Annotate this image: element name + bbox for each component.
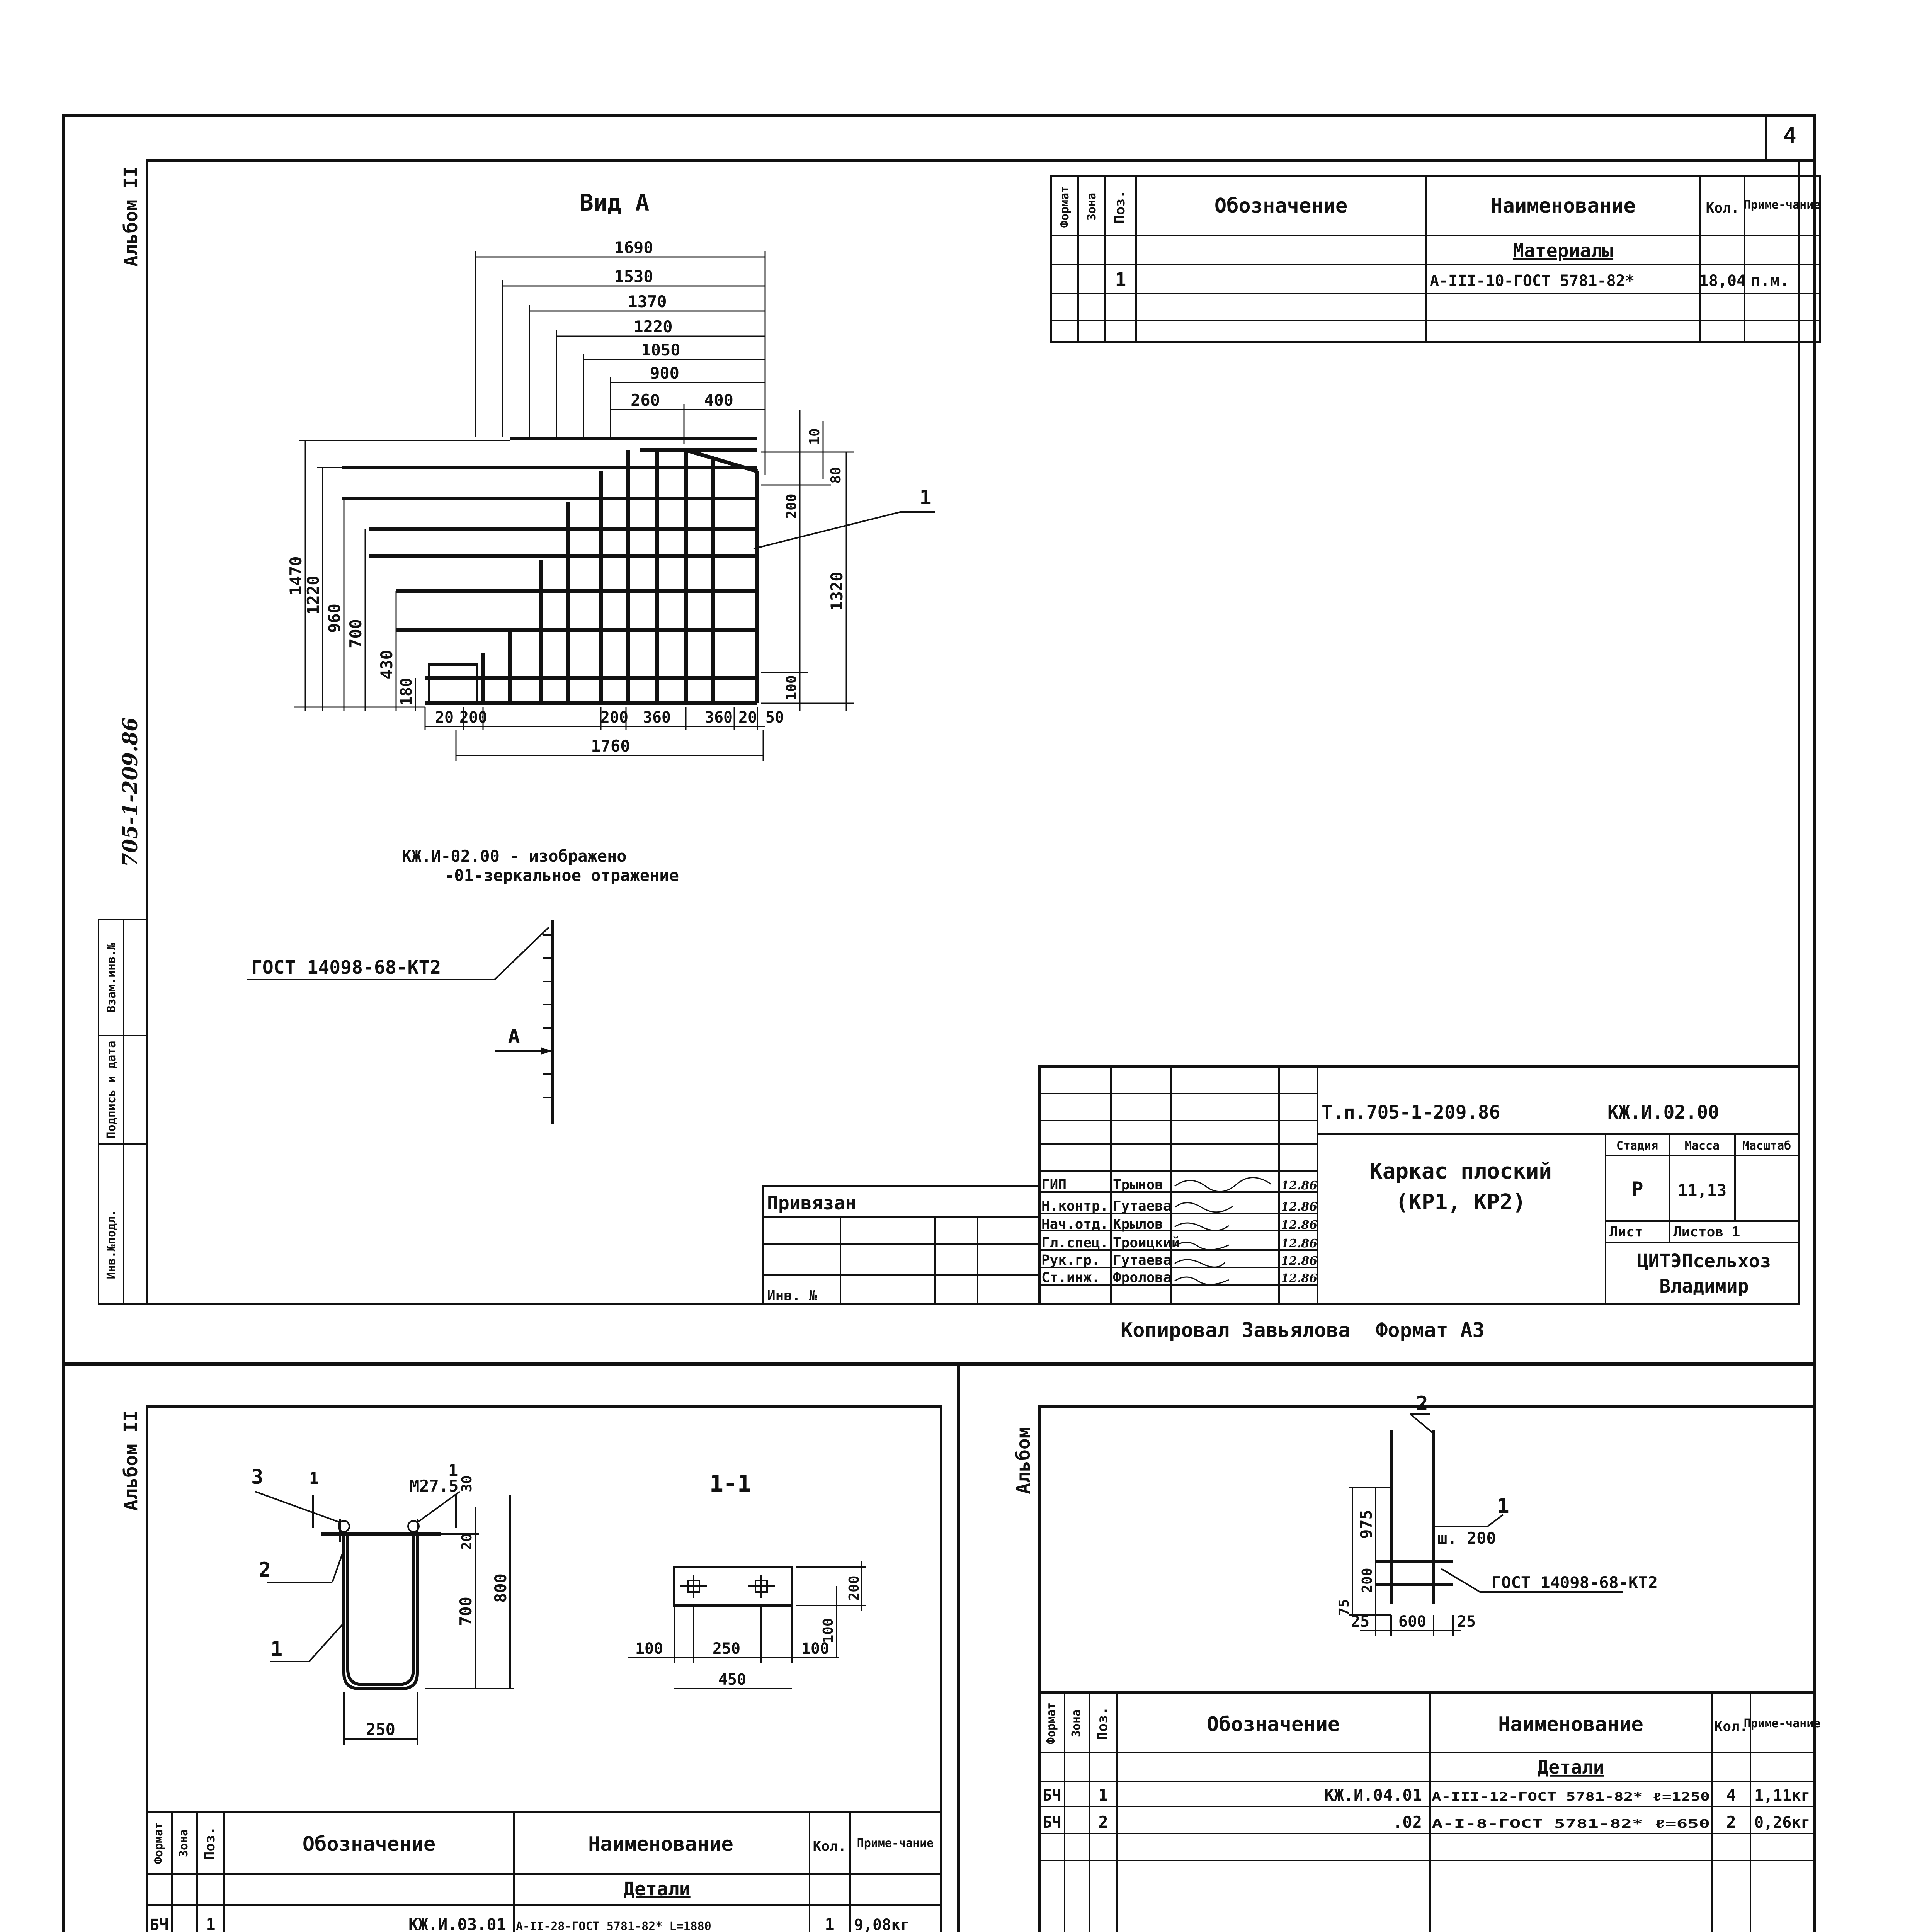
dim-b-360: 360	[643, 709, 671, 726]
footer-format-top: Формат А3	[1376, 1319, 1485, 1342]
br-spec-r2-fmt: БЧ	[1042, 1814, 1061, 1832]
bl-dim-100-vert: 100	[820, 1618, 836, 1643]
dim-1470: 1470	[286, 556, 305, 595]
bl-dim-450: 450	[718, 1671, 747, 1689]
stamp-vzam-inv: Взам.инв.№	[105, 942, 118, 1013]
dim-1530: 1530	[614, 267, 653, 286]
br-spec-section: Детали	[1537, 1757, 1604, 1778]
callout-1: 1	[919, 486, 932, 509]
spec-h-designation: Обозначение	[1214, 194, 1348, 218]
bl-dim-700: 700	[456, 1597, 475, 1626]
signature-2	[1175, 1203, 1233, 1212]
tb-top-date-6: 12.86	[1281, 1272, 1317, 1285]
br-dim-75: 75	[1336, 1599, 1352, 1616]
dim-1220: 1220	[633, 317, 673, 336]
bl-callout-3: 3	[251, 1466, 264, 1489]
stamp-inv-podl: Инв.№подл.	[105, 1209, 118, 1279]
bl-spec-r1-note: 9,08кг	[854, 1916, 910, 1932]
bl-spec-h-format: Формат	[152, 1822, 165, 1864]
bl-spec-r1-desig: КЖ.И.03.01	[408, 1915, 506, 1932]
dim-b-360b: 360	[704, 709, 733, 726]
bl-spec-h-zone: Зона	[177, 1829, 191, 1857]
br-spec-r2-name: А-I-8-ГОСТ 5781-82* ℓ=650	[1432, 1817, 1710, 1831]
dim-400: 400	[704, 391, 733, 410]
signature-4	[1175, 1242, 1229, 1250]
br-callout-1: 1	[1497, 1495, 1509, 1518]
tb-top-date-2: 12.86	[1281, 1200, 1317, 1214]
tb-top-name-3: Крылов	[1113, 1216, 1163, 1232]
tb-top-mass-label: Масса	[1684, 1139, 1720, 1153]
br-spec-r2-qty: 2	[1726, 1813, 1736, 1832]
tb-top-code: КЖ.И.02.00	[1607, 1102, 1719, 1123]
tb-top-title-1: Каркас плоский	[1369, 1159, 1552, 1184]
spec-table-bl	[147, 1812, 941, 1932]
spec-h-pos: Поз.	[1112, 190, 1128, 224]
br-spec-r2-note: 0,26кг	[1754, 1814, 1810, 1832]
bl-callout-2: 2	[259, 1558, 271, 1582]
gost-label-top: ГОСТ 14098-68-КТ2	[251, 957, 441, 978]
top-dimension-lines	[294, 251, 854, 761]
bl-nut-label: М27.5	[410, 1476, 459, 1495]
tb-top-name-1: Трынов	[1113, 1177, 1163, 1193]
br-spec-h-designation: Обозначение	[1206, 1713, 1340, 1736]
br-spec-h-name: Наименование	[1498, 1713, 1643, 1736]
embedded-part-drawing	[251, 1461, 866, 1745]
dim-1370: 1370	[628, 292, 667, 311]
stamp-podpis-data: Подпись и дата	[105, 1041, 118, 1139]
spec-row-1-note: п.м.	[1750, 271, 1790, 290]
bl-callout-1: 1	[270, 1638, 283, 1661]
title-block-top	[763, 1066, 1799, 1342]
tb-top-name-2: Гутаева	[1113, 1198, 1172, 1214]
dim-1050: 1050	[641, 340, 680, 359]
bl-spec-h-designation: Обозначение	[302, 1833, 436, 1856]
sheet-number: 4	[1783, 123, 1796, 148]
cage-bars	[342, 439, 757, 703]
bl-dim-20: 20	[459, 1533, 475, 1550]
dim-b-20: 20	[435, 709, 454, 726]
bl-dim-800: 800	[491, 1573, 510, 1603]
tb-top-date-1: 12.86	[1281, 1179, 1317, 1192]
bl-section-title: 1-1	[709, 1470, 752, 1497]
dim-900: 900	[650, 364, 679, 383]
mesh-c1-drawing	[1336, 1392, 1658, 1636]
bl-dim-100-right: 100	[801, 1640, 830, 1658]
br-dim-200: 200	[1359, 1568, 1375, 1593]
tb-top-role-6: Ст.инж.	[1041, 1270, 1100, 1286]
dim-180: 180	[398, 677, 415, 706]
signature-3	[1175, 1223, 1229, 1230]
album-label-br: Альбом	[1013, 1427, 1034, 1494]
br-dim-600: 600	[1398, 1613, 1427, 1631]
br-spec-h-pos: Поз.	[1095, 1706, 1111, 1740]
tb-top-sheet-label: Лист	[1609, 1224, 1643, 1240]
bl-dim-250: 250	[366, 1720, 395, 1739]
br-spec-h-note: Приме-чание	[1744, 1717, 1821, 1730]
bl-spec-h-pos: Поз.	[202, 1826, 218, 1860]
tb-top-title-2: (КР1, КР2)	[1395, 1190, 1526, 1215]
br-pitch-label: ш. 200	[1437, 1529, 1496, 1548]
dim-960: 960	[325, 604, 344, 633]
tb-top-mass: 11,13	[1677, 1181, 1727, 1200]
dim-1690: 1690	[614, 238, 653, 257]
spec-h-format: Формат	[1058, 185, 1072, 228]
album-label-bl: Альбом II	[120, 1410, 142, 1511]
dim-700: 700	[346, 619, 365, 648]
dim-b-50: 50	[765, 709, 784, 726]
bl-spec-r1-qty: 1	[825, 1915, 835, 1932]
br-dim-975: 975	[1357, 1510, 1376, 1539]
tb-top-name-6: Фролова	[1113, 1270, 1172, 1286]
bl-cut-1: 1	[309, 1469, 319, 1488]
tb-top-sheets-label: Листов 1	[1673, 1224, 1740, 1240]
bl-spec-r1-fmt: БЧ	[150, 1916, 169, 1932]
br-spec-h-qty: Кол.	[1714, 1719, 1748, 1735]
tb-top-date-5: 12.86	[1281, 1254, 1317, 1268]
spec-table-br	[1039, 1692, 1820, 1932]
dim-10: 10	[807, 428, 823, 445]
br-spec-r1-fmt: БЧ	[1042, 1787, 1061, 1804]
signature-5	[1175, 1260, 1225, 1267]
bl-spec-h-qty: Кол.	[813, 1838, 847, 1854]
tb-top-stage-label: Стадия	[1616, 1139, 1658, 1153]
bl-dim-200: 200	[846, 1575, 862, 1601]
br-dim-25-left: 25	[1351, 1613, 1370, 1631]
dim-1320: 1320	[827, 571, 846, 611]
note-line-2: -01-зеркальное отражение	[444, 866, 679, 885]
br-gost-label: ГОСТ 14098-68-КТ2	[1492, 1573, 1658, 1592]
br-dim-25-right: 25	[1457, 1613, 1476, 1631]
tb-top-org-2: Владимир	[1659, 1276, 1749, 1297]
spec-h-zone: Зона	[1085, 192, 1099, 221]
tb-top-name-4: Троицкий	[1113, 1235, 1180, 1251]
bl-spec-h-name: Наименование	[588, 1833, 733, 1856]
dim-b-200: 200	[459, 709, 488, 726]
dim-1220-left: 1220	[304, 575, 323, 615]
spec-row-1-qty: 18,04	[1699, 272, 1746, 290]
br-spec-r1-qty: 4	[1726, 1786, 1736, 1804]
dim-1760: 1760	[591, 736, 630, 755]
tb-top-org-1: ЦИТЭПсельхоз	[1637, 1250, 1771, 1272]
spec-section-materials: Материалы	[1512, 240, 1614, 262]
tb-top-role-3: Нач.отд.	[1041, 1216, 1109, 1232]
bl-spec-r1-name: А-II-28-ГОСТ 5781-82* L=1880	[516, 1920, 711, 1932]
bl-dim-250-sec: 250	[712, 1640, 741, 1658]
dim-b-200b: 200	[600, 709, 629, 726]
br-spec-r1-note: 1,11кг	[1754, 1787, 1810, 1804]
tb-top-role-4: Гл.спец.	[1041, 1235, 1109, 1251]
spec-h-name: Наименование	[1490, 194, 1636, 218]
spec-h-qty: Кол.	[1706, 200, 1740, 216]
tb-top-stage: Р	[1631, 1178, 1643, 1201]
bl-dim-100-left: 100	[635, 1640, 663, 1658]
dim-80: 80	[828, 467, 844, 484]
br-spec-r1-name: А-III-12-ГОСТ 5781-82* ℓ=1250	[1432, 1790, 1710, 1804]
sheet-frames	[64, 116, 1814, 1932]
view-a-arrow-label: А	[508, 1025, 520, 1048]
note-line-1: КЖ.И-02.00 - изображено	[402, 847, 627, 866]
dim-100-right: 100	[784, 675, 799, 701]
tb-top-role-5: Рук.гр.	[1041, 1252, 1100, 1268]
br-spec-h-zone: Зона	[1070, 1709, 1083, 1738]
br-spec-r2-desig: .02	[1393, 1813, 1422, 1832]
tb-top-name-5: Гутаева	[1113, 1252, 1172, 1268]
spec-table-top	[1051, 176, 1820, 342]
bl-spec-h-note: Приме-чание	[857, 1837, 934, 1850]
spec-h-note: Приме-чание	[1744, 198, 1821, 212]
br-spec-r1-pos: 1	[1098, 1786, 1108, 1804]
dim-260: 260	[631, 391, 660, 410]
view-a-title: Вид А	[579, 189, 650, 216]
br-spec-h-format: Формат	[1044, 1702, 1058, 1745]
bl-cut-2: 1	[448, 1461, 458, 1480]
tb-top-role-2: Н.контр.	[1041, 1198, 1109, 1214]
privyazan-top: Привязан	[767, 1192, 857, 1214]
tb-top-scale-label: Масштаб	[1742, 1139, 1791, 1153]
bl-dim-30: 30	[459, 1475, 475, 1492]
dim-b-20b: 20	[738, 709, 757, 726]
signature-1	[1175, 1178, 1271, 1192]
spec-row-1-pos: 1	[1115, 269, 1126, 291]
br-callout-2: 2	[1416, 1392, 1428, 1415]
footer-copied-top: Копировал Завьялова	[1121, 1319, 1351, 1342]
dim-200-right: 200	[784, 493, 799, 519]
album-label-top: Альбом II	[120, 166, 142, 267]
tb-top-role-1: ГИП	[1041, 1177, 1067, 1193]
dim-430: 430	[377, 650, 396, 679]
tb-top-project: Т.п.705-1-209.86	[1322, 1102, 1500, 1123]
tb-top-date-3: 12.86	[1281, 1218, 1317, 1232]
spec-row-1-name: А-III-10-ГОСТ 5781-82*	[1430, 272, 1635, 290]
br-spec-r2-pos: 2	[1098, 1813, 1108, 1832]
project-code-vertical: 705-1-209.86	[119, 717, 142, 867]
bl-spec-r1-pos: 1	[206, 1915, 216, 1932]
tb-top-date-4: 12.86	[1281, 1237, 1317, 1250]
bl-spec-section: Детали	[623, 1878, 691, 1900]
view-a-drawing	[247, 189, 935, 1124]
br-spec-r1-desig: КЖ.И.04.01	[1324, 1786, 1422, 1804]
signature-6	[1175, 1277, 1229, 1284]
inv-no-top: Инв. №	[767, 1288, 818, 1304]
